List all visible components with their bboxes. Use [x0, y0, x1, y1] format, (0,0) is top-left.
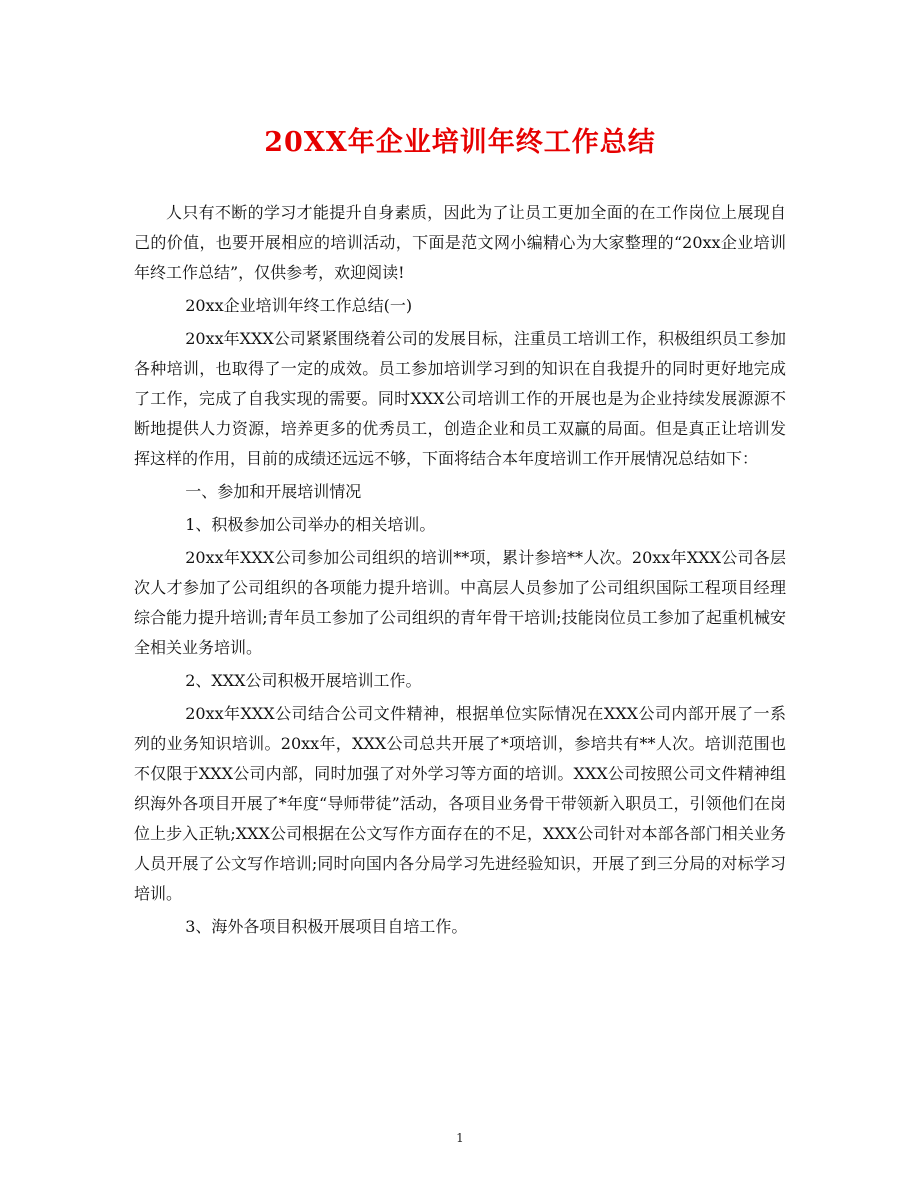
page-number: 1 — [456, 1131, 464, 1145]
body-paragraph: 20xx年XXX公司紧紧围绕着公司的发展目标，注重员工培训工作，积极组织员工参加各种培训，也取得了一定的成效。员工参加培训学习到的知识在自我提升的同时更好地完成了工作，完成了自我实现的需要。同时XXX公司培训工作的开展也是为企业持续发展源源不断地提供人力资源，培养更多的优秀员工，创造企业和员工双赢的局面。但是真正让培训发挥这样的作用，目前的成绩还远远不够，下面将结合本年度培训工作开展情况总结如下： — [134, 329, 786, 468]
subsection-heading: 3、海外各项目积极开展项目自培工作。 — [185, 917, 468, 936]
subsection-heading: 1、积极参加公司举办的相关培训。 — [185, 515, 436, 534]
section-heading: 一、参加和开展培训情况 — [185, 482, 362, 501]
section-heading: 20xx企业培训年终工作总结(一) — [185, 296, 413, 315]
body-paragraph: 20xx年XXX公司结合公司文件精神，根据单位实际情况在XXX公司内部开展了一系列的业务知识培训。20xx年，XXX公司总共开展了*项培训，参培共有**人次。培训范围也不仅限于XXX公司内部，同时加强了对外学习等方面的培训。XXX公司按照公司文件精神组织海外各项目开展了*年度“导师带徒”活动，各项目业务骨干带领新入职员工，引领他们在岗位上步入正轨;XXX公司根据在公文写作方面存在的不足，XXX公司针对本部各部门相关业务人员开展了公文写作培训;同时向国内各分局学习先进经验知识，开展了到三分局的对标学习培训。 — [134, 704, 786, 903]
subsection-heading: 2、XXX公司积极开展培训工作。 — [185, 671, 422, 690]
intro-paragraph: 人只有不断的学习才能提升自身素质，因此为了让员工更加全面的在工作岗位上展现自己的价值，也要开展相应的培训活动，下面是范文网小编精心为大家整理的“20xx企业培训年终工作总结”，仅供参考，欢迎阅读! — [134, 203, 786, 282]
document-body — [134, 198, 786, 942]
document-title: 20XX年企业培训年终工作总结 — [264, 127, 656, 158]
body-paragraph: 20xx年XXX公司参加公司组织的培训**项，累计参培**人次。20xx年XXX公司各层次人才参加了公司组织的各项能力提升培训。中高层人员参加了公司组织国际工程项目经理综合能力提升培训;青年员工参加了公司组织的青年骨干培训;技能岗位员工参加了起重机械安全相关业务培训。 — [134, 548, 786, 657]
